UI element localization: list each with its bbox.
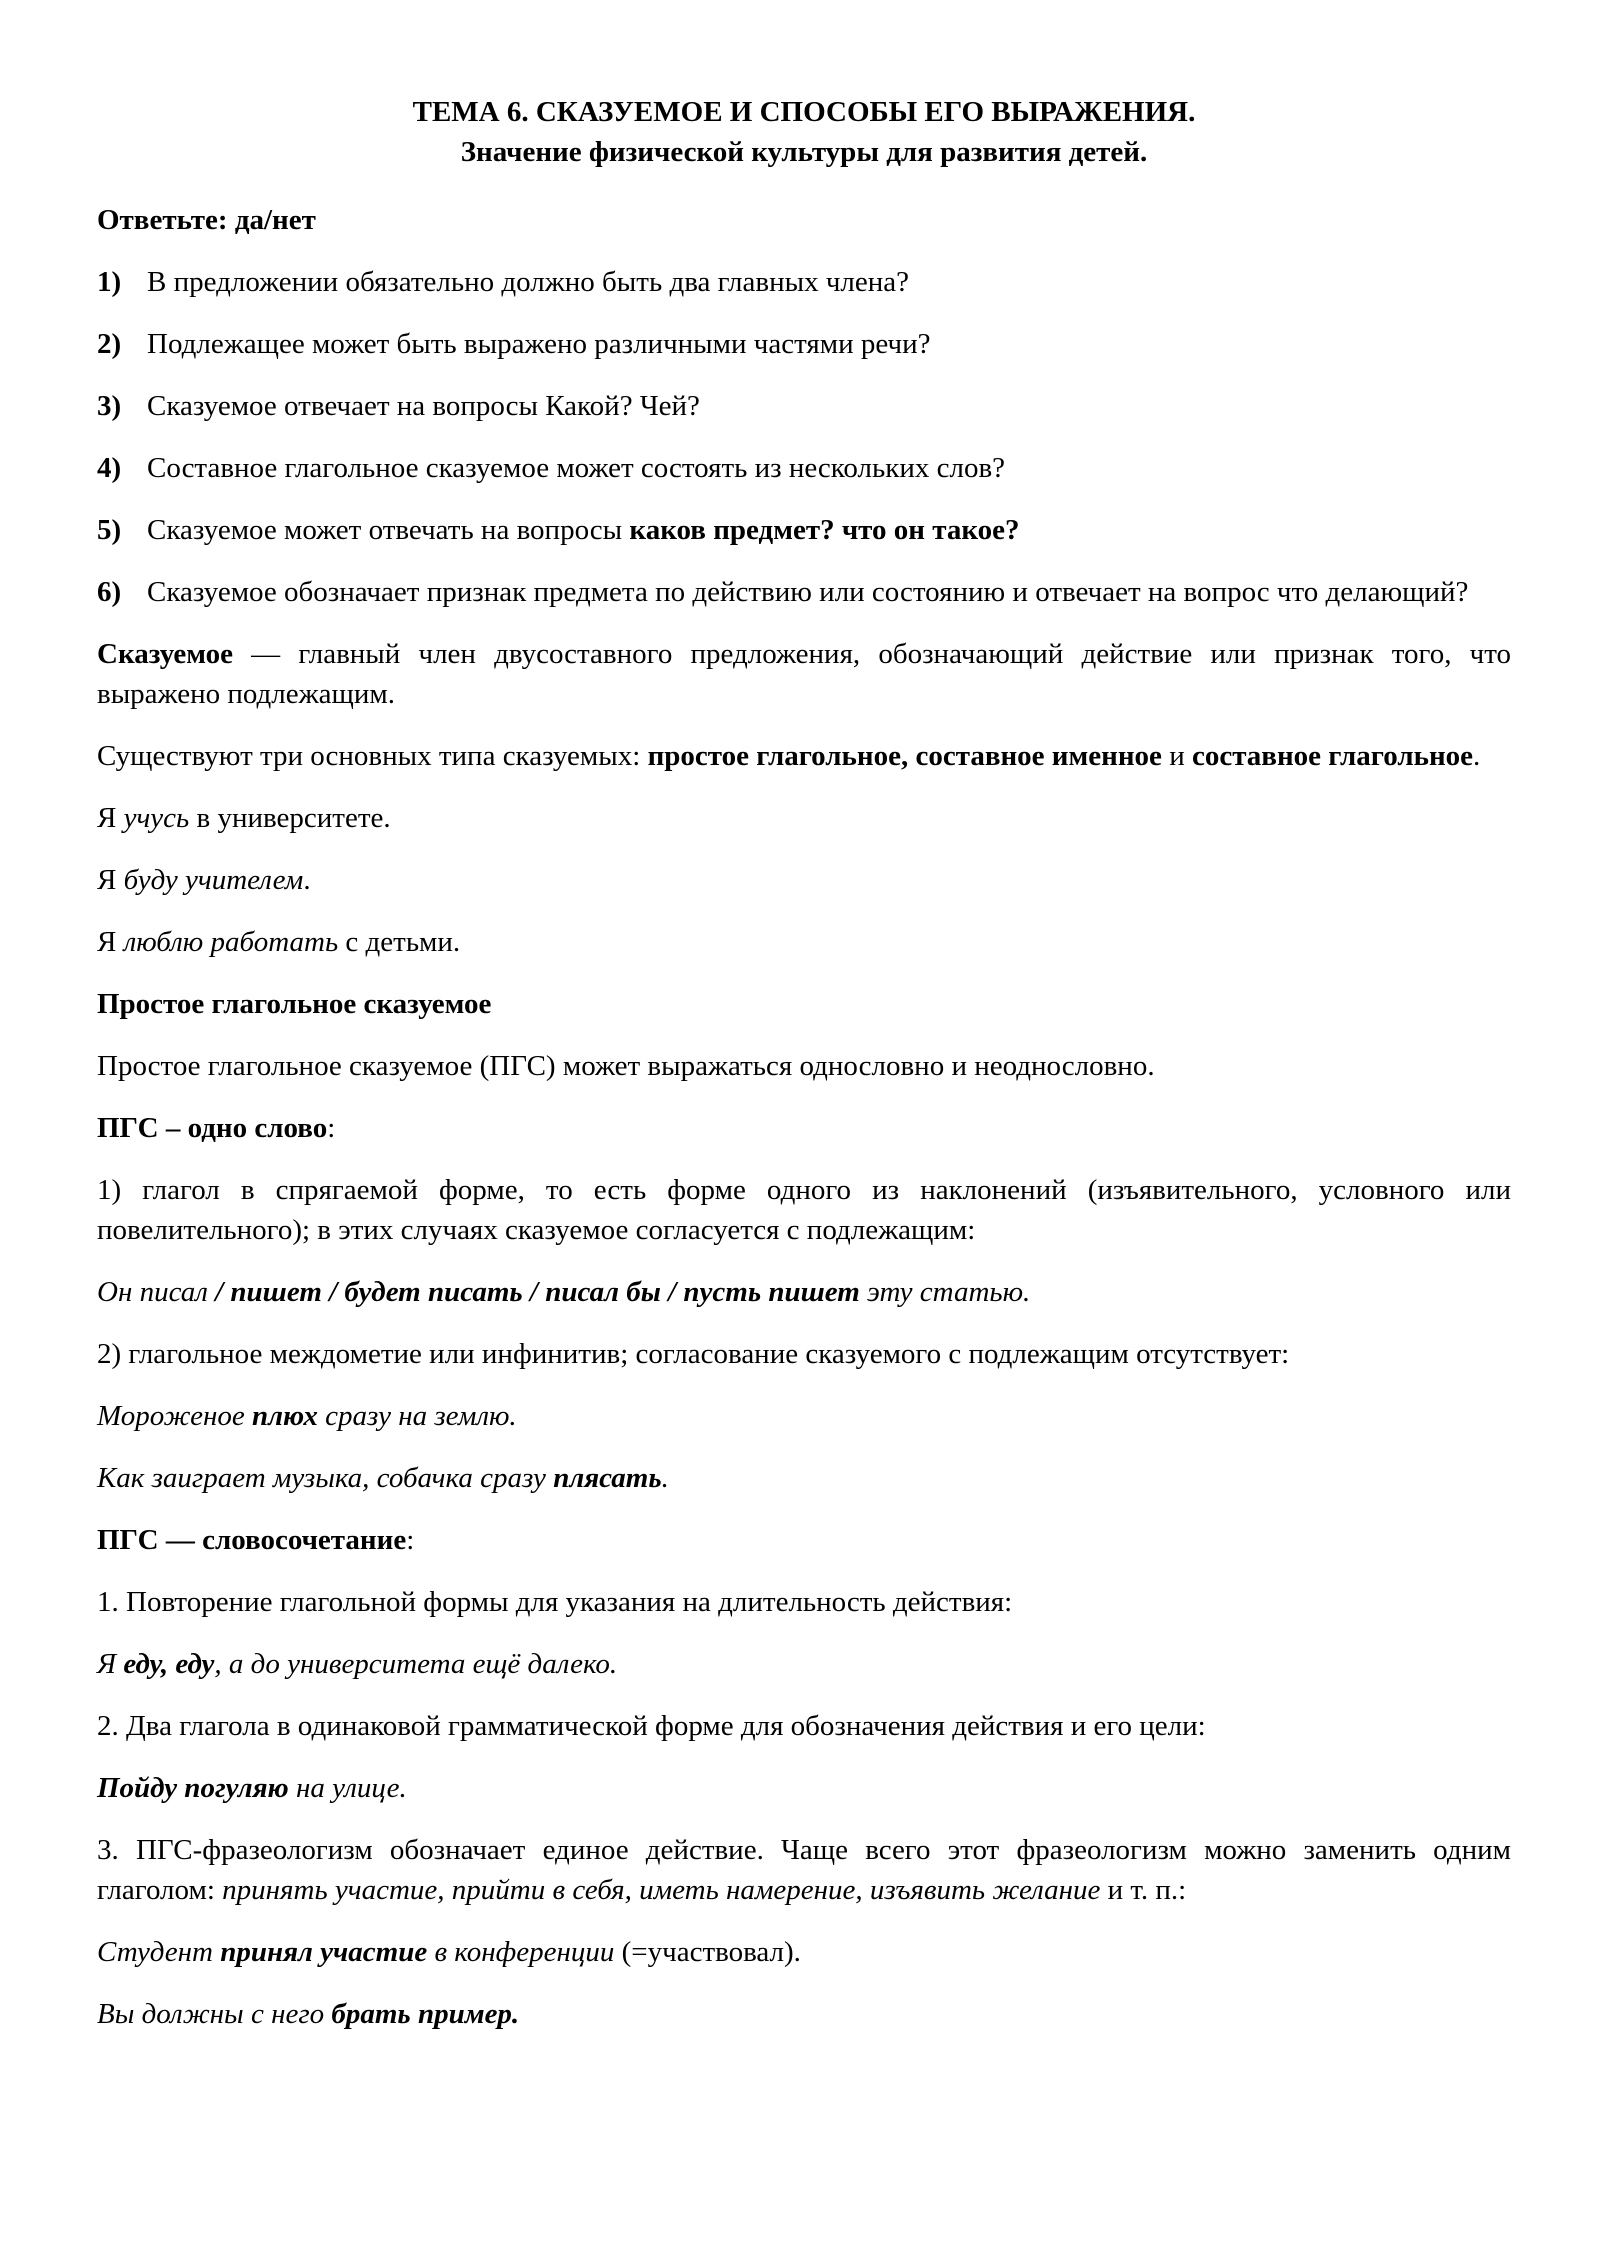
types-bold-1: простое глагольное, составное именное [647,740,1162,772]
example-predicate: принял участие [220,1936,428,1968]
example-text: Как заиграет музыка, собачка сразу [97,1462,554,1494]
question-text: Составное глагольное сказуемое может состоять из нескольких слов? [147,452,1006,484]
question-number: 5) [97,514,122,546]
section-heading: Простое глагольное сказуемое [97,988,492,1020]
example-text: . [303,864,311,896]
example-sentence [97,860,1511,900]
question-number: 3) [97,390,122,422]
question-number: 6) [97,576,122,608]
example-predicate: буду учителем [123,864,304,896]
example-text: Он писал [97,1276,216,1308]
question-text: Сказуемое обозначает признак предмета по действию или состоянию и отвечает на вопрос что делающий? [147,576,1469,608]
subsection-heading-text: ПГС – одно слово [97,1112,328,1144]
example-predicate: плясать [553,1462,662,1494]
example-text: Я [97,1648,124,1680]
example-predicate: / пишет / будет писать / писал бы / пусть пишет [215,1276,860,1308]
document-page [97,92,1511,2034]
question-number: 2) [97,328,122,360]
rule-item: 2) глагольное междометие или инфинитив; согласование сказуемого с подлежащим отсутствует: [97,1338,1290,1370]
definition-text: — главный член двусоставного предложения, обозначающий действие или признак того, что выражено подлежащим. [97,638,1511,710]
example-sentence [97,1272,1511,1312]
question-text: Подлежащее может быть выражено различными частями речи? [147,328,931,360]
question-item [97,572,1511,612]
types-paragraph [97,736,1511,776]
example-text: , а до университета ещё далеко. [214,1648,618,1680]
types-and: и [1161,740,1192,772]
example-predicate: еду, еду [123,1648,215,1680]
example-text: Вы должны с него [97,1998,332,2030]
question-item [97,510,1511,550]
definition-term: Сказуемое [97,638,233,670]
question-text: Сказуемое может отвечать на вопросы [147,514,630,546]
rule-item [97,1830,1511,1910]
example-text: Я [97,926,124,958]
question-number: 4) [97,452,122,484]
answer-prompt: Ответьте: да/нет [97,204,316,236]
definition-paragraph [97,634,1511,714]
example-text: Я [97,864,124,896]
question-text: Сказуемое отвечает на вопросы Какой? Чей? [147,390,700,422]
example-predicate: брать пример. [331,1998,520,2030]
question-text: В предложении обязательно должно быть два главных члена? [147,266,910,298]
example-sentence [97,1768,1511,1808]
example-predicate: учусь [123,802,190,834]
question-item [97,386,1511,426]
document-title [97,92,1511,172]
question-item [97,262,1511,302]
title-line-1: ТЕМА 6. СКАЗУЕМОЕ И СПОСОБЫ ЕГО ВЫРАЖЕНИЯ. [412,96,1196,128]
example-predicate: Пойду погуляю [97,1772,289,1804]
example-text: в конференции [427,1936,615,1968]
question-item [97,324,1511,364]
rule-item: 1) глагол в спрягаемой форме, то есть форме одного из наклонений (изъявительного, условного или повелительного); в этих случаях сказуемое согласуется с подлежащим: [97,1174,1511,1246]
title-line-2: Значение физической культуры для развития детей. [460,136,1148,168]
question-item [97,448,1511,488]
rule-text: 3. ПГС-фразеологизм обозначает единое действие. Чаще всего этот фразеологизм можно заменить одним глаголом: [97,1834,1511,1906]
example-text: Мороженое [97,1400,252,1432]
example-sentence [97,1396,1511,1436]
example-sentence [97,1932,1511,1972]
example-sentence [97,922,1511,962]
example-sentence [97,798,1511,838]
types-end: . [1473,740,1481,772]
question-list [97,262,1511,612]
example-sentence [97,1458,1511,1498]
heading-colon: : [327,1112,336,1144]
example-note: (=участвовал). [614,1936,801,1968]
example-text: эту статью. [859,1276,1031,1308]
example-text: Студент [97,1936,221,1968]
heading-colon: : [406,1524,415,1556]
example-predicate: плюх [252,1400,318,1432]
example-text: на улице. [288,1772,407,1804]
subsection-heading-text: ПГС — словосочетание [97,1524,407,1556]
example-text: с детьми. [338,926,461,958]
question-bold-text: каков предмет? что он такое? [629,514,1020,546]
rule-item: 1. Повторение глагольной формы для указания на длительность действия: [97,1586,1013,1618]
example-predicate: люблю работать [123,926,339,958]
subsection-heading [97,1108,1511,1148]
example-text: сразу на землю. [317,1400,517,1432]
example-text: . [661,1462,669,1494]
types-bold-2: составное глагольное [1191,740,1474,772]
question-number: 1) [97,266,122,298]
example-text: в университете. [189,802,391,834]
subsection-heading [97,1520,1511,1560]
rule-item: 2. Два глагола в одинаковой грамматической форме для обозначения действия и его цели: [97,1710,1206,1742]
types-lead: Существуют три основных типа сказуемых: [97,740,648,772]
example-sentence [97,1994,1511,2034]
example-text: Я [97,802,124,834]
rule-examples: принять участие, прийти в себя, иметь намерение, изъявить желание [222,1874,1101,1906]
example-sentence [97,1644,1511,1684]
section-intro: Простое глагольное сказуемое (ПГС) может выражаться однословно и неоднословно. [97,1050,1155,1082]
rule-text: и т. п.: [1100,1874,1187,1906]
